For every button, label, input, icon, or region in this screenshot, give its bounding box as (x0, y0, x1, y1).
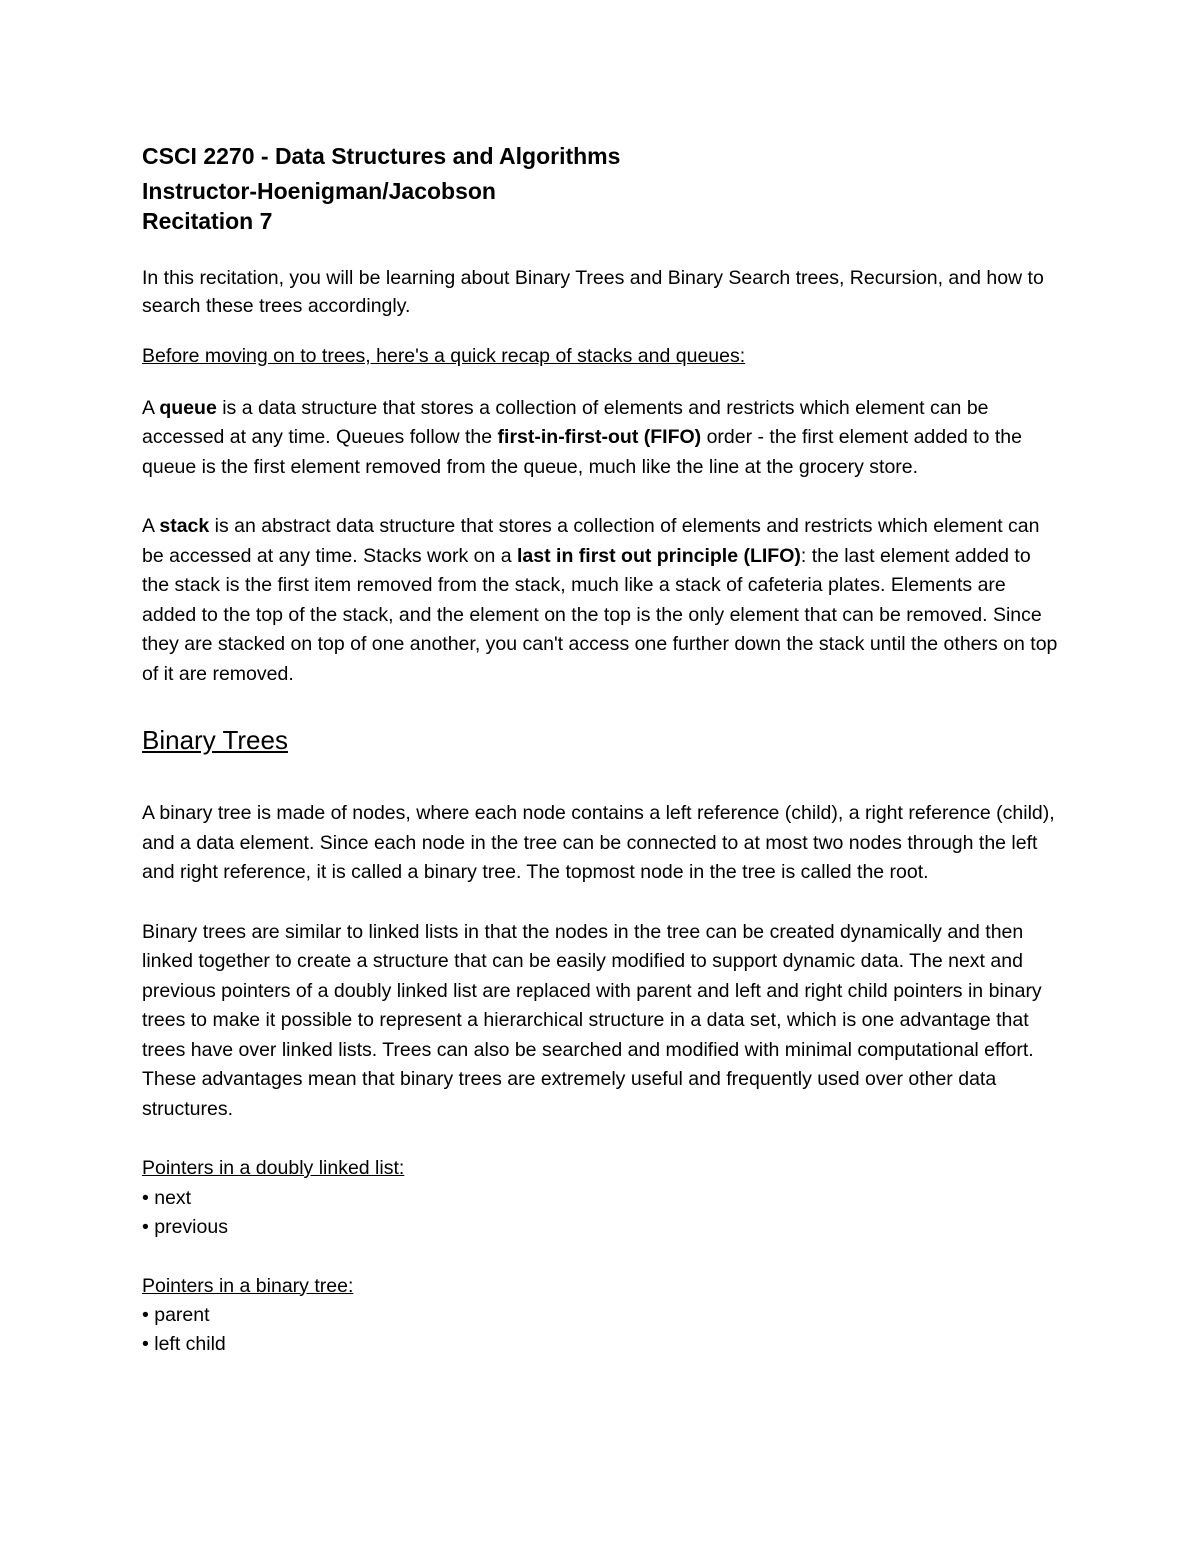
list-item: • left child (142, 1333, 226, 1355)
queue-paragraph (142, 394, 1062, 483)
stack-text-2: is an abstract data structure that stores a collection of elements and restricts which element can be accessed at any time. Stacks work on a (142, 515, 1040, 567)
list-item: • parent (142, 1304, 210, 1326)
stack-text-3: : the last element added to the stack is the first item removed from the stack, much like a stack of cafeteria plates. Elements are added to the top of the stack, and the element on the top is the only element that can be removed. Since they are stacked on top of one another, you can't access one further down the stack until the others on top of it are removed. (142, 544, 1058, 685)
document-page (142, 140, 1062, 1359)
intro-paragraph: In this recitation, you will be learning about Binary Trees and Binary Search trees, Recursion, and how to search these trees accordingly. (142, 267, 1044, 317)
list-item: • next (142, 1186, 192, 1209)
doubly-list-heading: Pointers in a doubly linked list: (142, 1157, 405, 1179)
queue-text-3: order - the first element added to the queue is the first element removed from the queue, much like the line at the grocery store. (142, 426, 1023, 478)
stack-paragraph (142, 512, 1062, 689)
stack-text-1: A (142, 515, 160, 537)
binary-trees-heading: Binary Trees (142, 725, 288, 755)
course-title: CSCI 2270 - Data Structures and Algorithms (142, 143, 621, 169)
recitation-number: Recitation 7 (142, 208, 273, 234)
queue-term: queue (159, 396, 217, 419)
instructor-line: Instructor-Hoenigman/Jacobson (142, 178, 496, 204)
lifo-term: last in first out principle (LIFO) (517, 544, 801, 567)
binary-tree-definition: A binary tree is made of nodes, where each node contains a left reference (child), a right reference (child), and a data element. Since each node in the tree can be connected to at most two nodes through the left and right reference, it is called a binary tree. The topmost node in the tree is called the root. (142, 802, 1055, 883)
queue-text-2: is a data structure that stores a collection of elements and restricts which element can be accessed at any time. Queues follow the (142, 396, 989, 448)
list-item: • previous (142, 1215, 228, 1238)
queue-text-1: A (142, 396, 160, 419)
stack-term: stack (159, 515, 210, 537)
binary-tree-advantages: Binary trees are similar to linked lists in that the nodes in the tree can be created dynamically and then linked together to create a structure that can be easily modified to support dynamic data. The next and previous pointers of a doubly linked list are replaced with parent and left and right child pointers in binary trees to make it possible to represent a hierarchical structure in a data set, which is one advantage that trees have over linked lists. Trees can also be searched and modified with minimal computational effort. These advantages mean that binary trees are extremely useful and frequently used over other data structures. (142, 920, 1042, 1120)
binary-tree-pointers-heading: Pointers in a binary tree: (142, 1274, 354, 1297)
recap-heading: Before moving on to trees, here's a quick recap of stacks and queues: (142, 345, 746, 367)
fifo-term: first-in-first-out (FIFO) (497, 426, 702, 448)
